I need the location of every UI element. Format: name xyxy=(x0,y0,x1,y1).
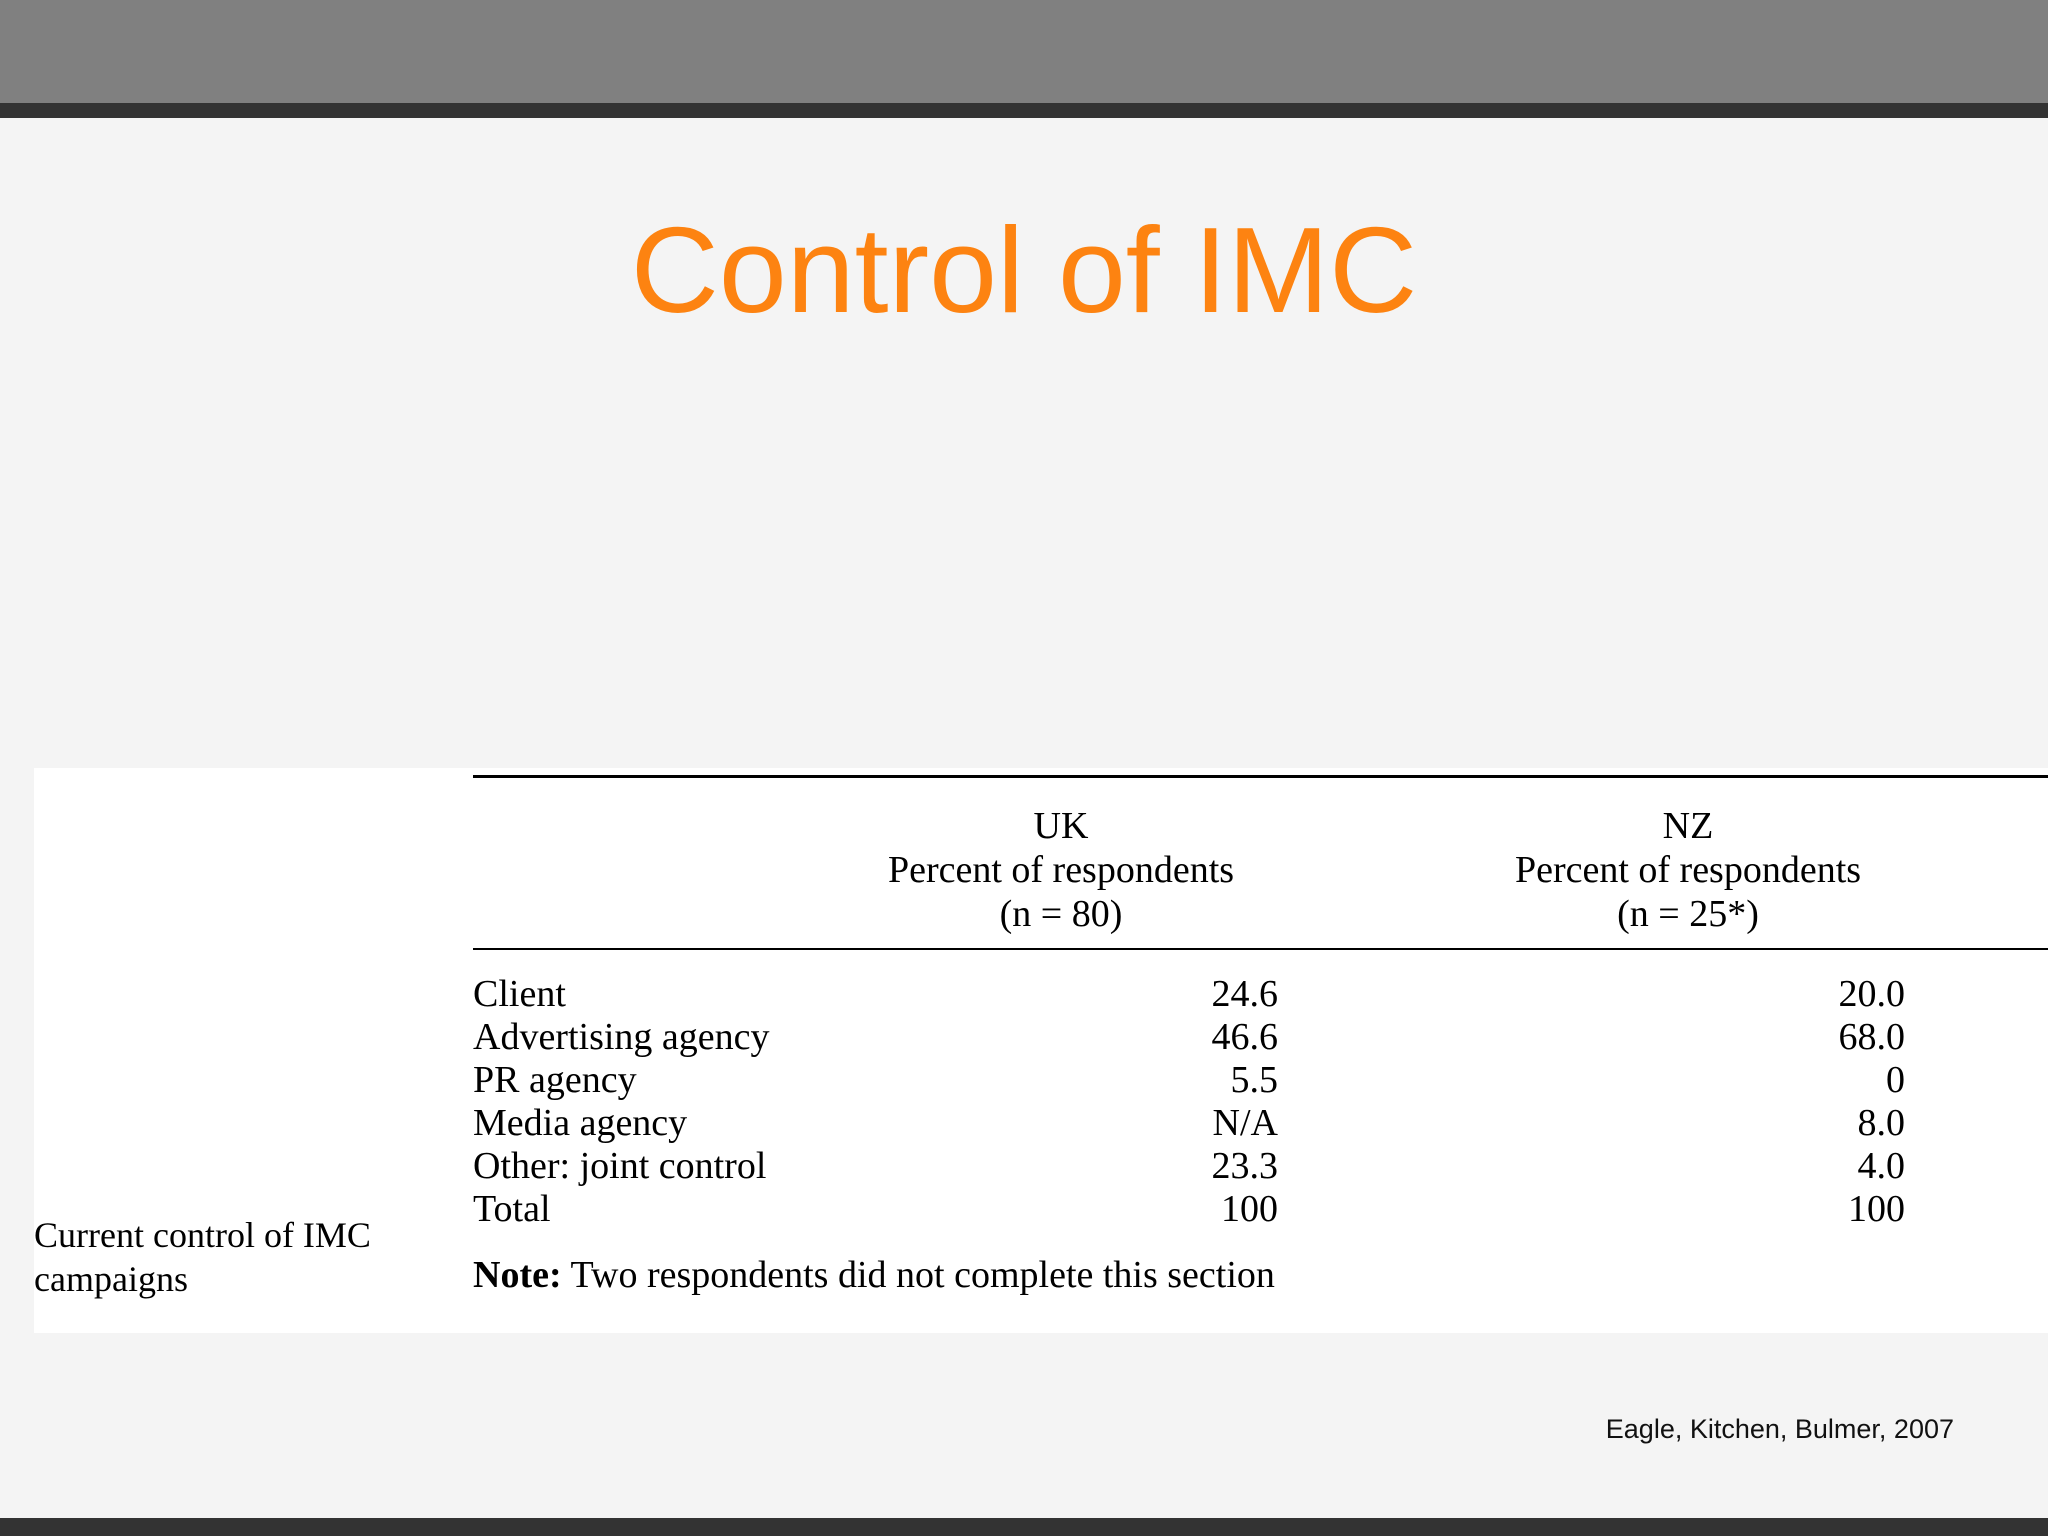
header-bar xyxy=(0,0,2048,103)
column-header-uk xyxy=(851,804,1271,936)
nz-value: 68.0 xyxy=(1838,1016,1905,1058)
uk-value: 24.6 xyxy=(1211,973,1278,1015)
note-text: Two respondents did not complete this section xyxy=(570,1254,1275,1296)
row-label: Advertising agency xyxy=(473,1016,770,1058)
column-subtitle: Percent of respondents xyxy=(887,849,1235,891)
table-side-label: Current control of IMC campaigns xyxy=(34,1215,371,1299)
note-label: Note: xyxy=(473,1254,562,1296)
table-row xyxy=(473,1016,2048,1059)
row-label: Media agency xyxy=(473,1102,688,1144)
table-row xyxy=(473,973,2048,1016)
table-row xyxy=(473,1145,2048,1188)
table-top-rule xyxy=(473,775,2048,778)
uk-value: 46.6 xyxy=(1211,1016,1278,1058)
citation: Eagle, Kitchen, Bulmer, 2007 xyxy=(1605,1414,1954,1444)
nz-value: 4.0 xyxy=(1857,1145,1905,1187)
uk-value: N/A xyxy=(1212,1102,1278,1144)
uk-value: 23.3 xyxy=(1211,1145,1278,1187)
footer-stripe xyxy=(0,1518,2048,1536)
table-row xyxy=(473,1102,2048,1145)
column-header-nz xyxy=(1478,804,1898,936)
uk-value: 100 xyxy=(1221,1188,1278,1230)
header-stripe xyxy=(0,103,2048,118)
row-label: Total xyxy=(473,1188,551,1230)
column-country: UK xyxy=(1033,805,1089,847)
nz-value: 8.0 xyxy=(1857,1102,1905,1144)
table-body xyxy=(473,973,2048,1231)
row-label: Other: joint control xyxy=(473,1145,767,1187)
table-note xyxy=(473,1253,1275,1297)
uk-value: 5.5 xyxy=(1230,1059,1278,1101)
table-image xyxy=(34,768,2048,1333)
column-sample-size: (n = 80) xyxy=(999,893,1123,935)
nz-value: 100 xyxy=(1848,1188,1905,1230)
table-row xyxy=(473,1188,2048,1231)
column-sample-size: (n = 25*) xyxy=(1617,893,1759,935)
row-label: Client xyxy=(473,973,566,1015)
row-label: PR agency xyxy=(473,1059,637,1101)
column-country: NZ xyxy=(1662,805,1714,847)
table-row xyxy=(473,1059,2048,1102)
nz-value: 0 xyxy=(1886,1059,1905,1101)
nz-value: 20.0 xyxy=(1838,973,1905,1015)
slide-title: Control of IMC xyxy=(630,202,1418,338)
table-header-rule xyxy=(473,948,2048,950)
column-subtitle: Percent of respondents xyxy=(1514,849,1862,891)
